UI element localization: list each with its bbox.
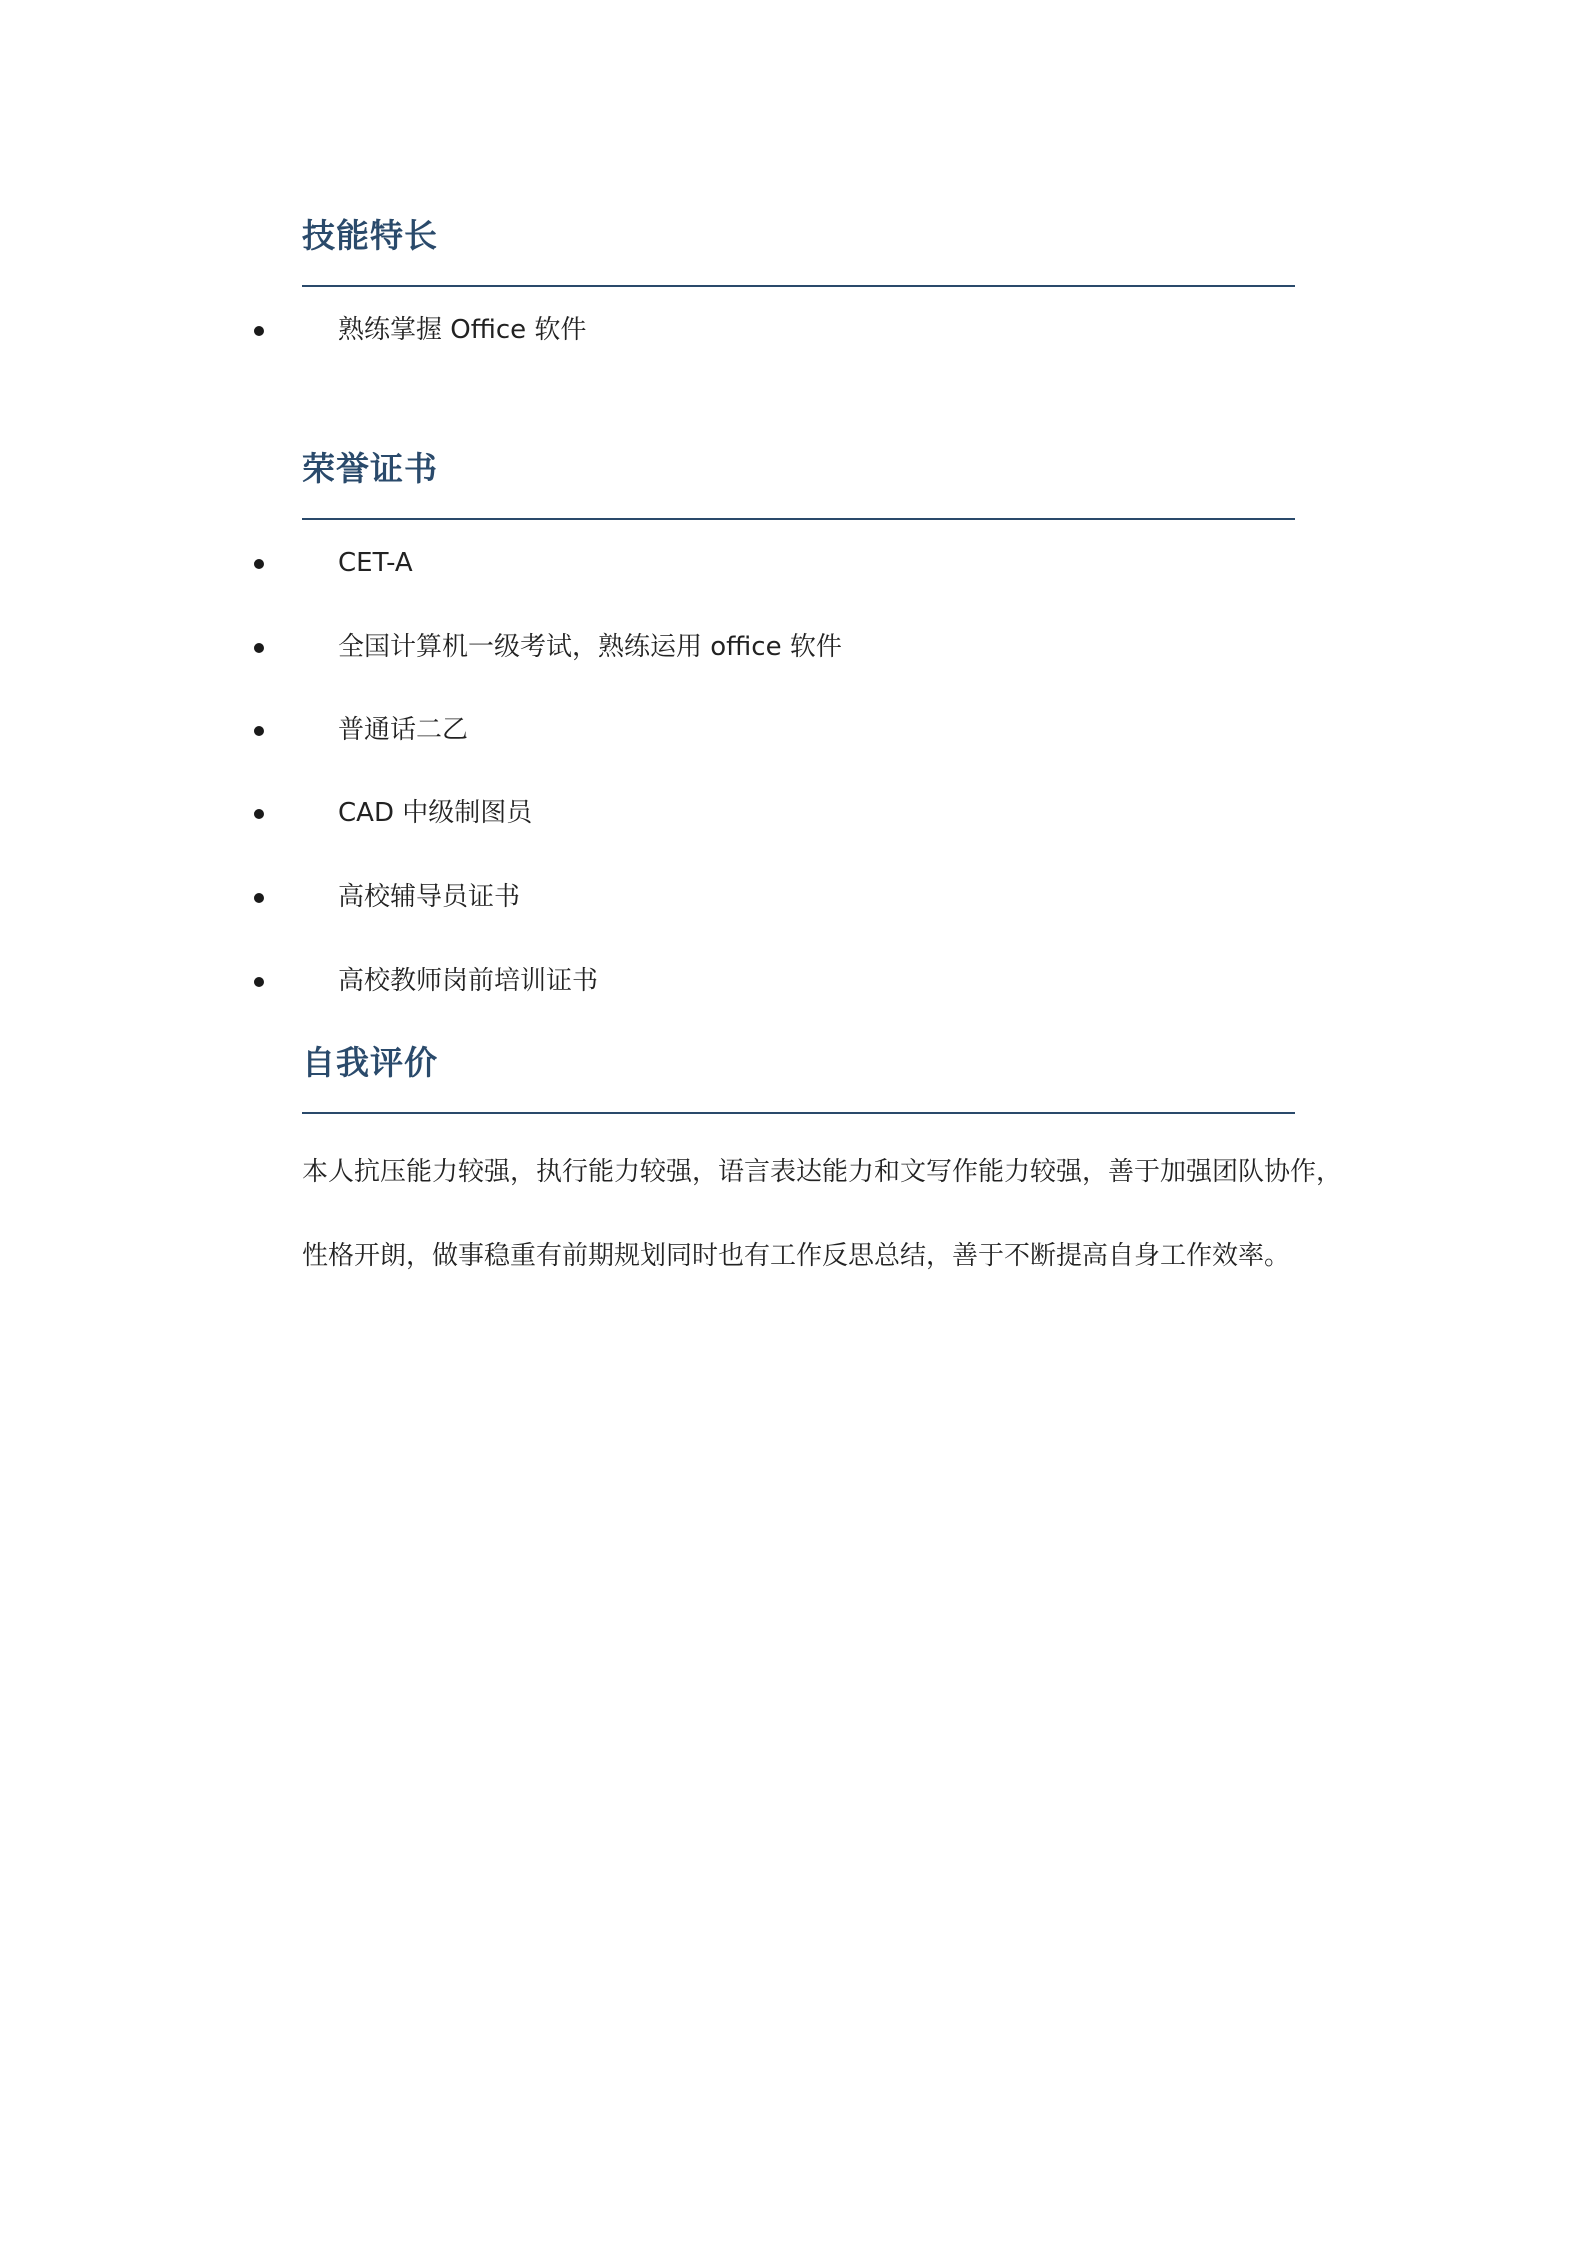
bullet-icon [254, 893, 264, 903]
list-item [0, 543, 1300, 583]
self-evaluation-heading: 自我评价 [302, 1043, 438, 1082]
bullet-icon [254, 977, 264, 987]
skills-divider [302, 285, 1295, 287]
bullet-icon [254, 726, 264, 736]
honor-text: CET-A [338, 548, 413, 578]
skill-text: 熟练掌握 Office 软件 [338, 315, 587, 345]
list-item [0, 310, 1300, 350]
honor-text: 高校教师岗前培训证书 [338, 966, 599, 996]
bullet-icon [254, 643, 264, 653]
self-evaluation-line: 性格开朗，做事稳重有前期规划同时也有工作反思总结，善于不断提高自身工作效率。 [302, 1241, 1291, 1271]
self-evaluation-line: 本人抗压能力较强，执行能力较强，语言表达能力和文写作能力较强，善于加强团队协作， [302, 1157, 1343, 1187]
bullet-icon [254, 559, 264, 569]
list-item [0, 627, 1300, 667]
honor-text: 普通话二乙 [338, 715, 469, 745]
honor-text: 高校辅导员证书 [338, 882, 521, 912]
self-evaluation-divider [302, 1112, 1295, 1114]
bullet-icon [254, 326, 264, 336]
honors-heading: 荣誉证书 [302, 449, 438, 488]
bullet-icon [254, 809, 264, 819]
list-item [0, 710, 1300, 750]
list-item [0, 793, 1300, 833]
list-item [0, 877, 1300, 917]
honor-text: 全国计算机一级考试，熟练运用 office 软件 [338, 632, 842, 662]
skills-heading: 技能特长 [302, 216, 438, 255]
honors-divider [302, 518, 1295, 520]
list-item [0, 961, 1300, 1001]
honor-text: CAD 中级制图员 [338, 798, 533, 828]
